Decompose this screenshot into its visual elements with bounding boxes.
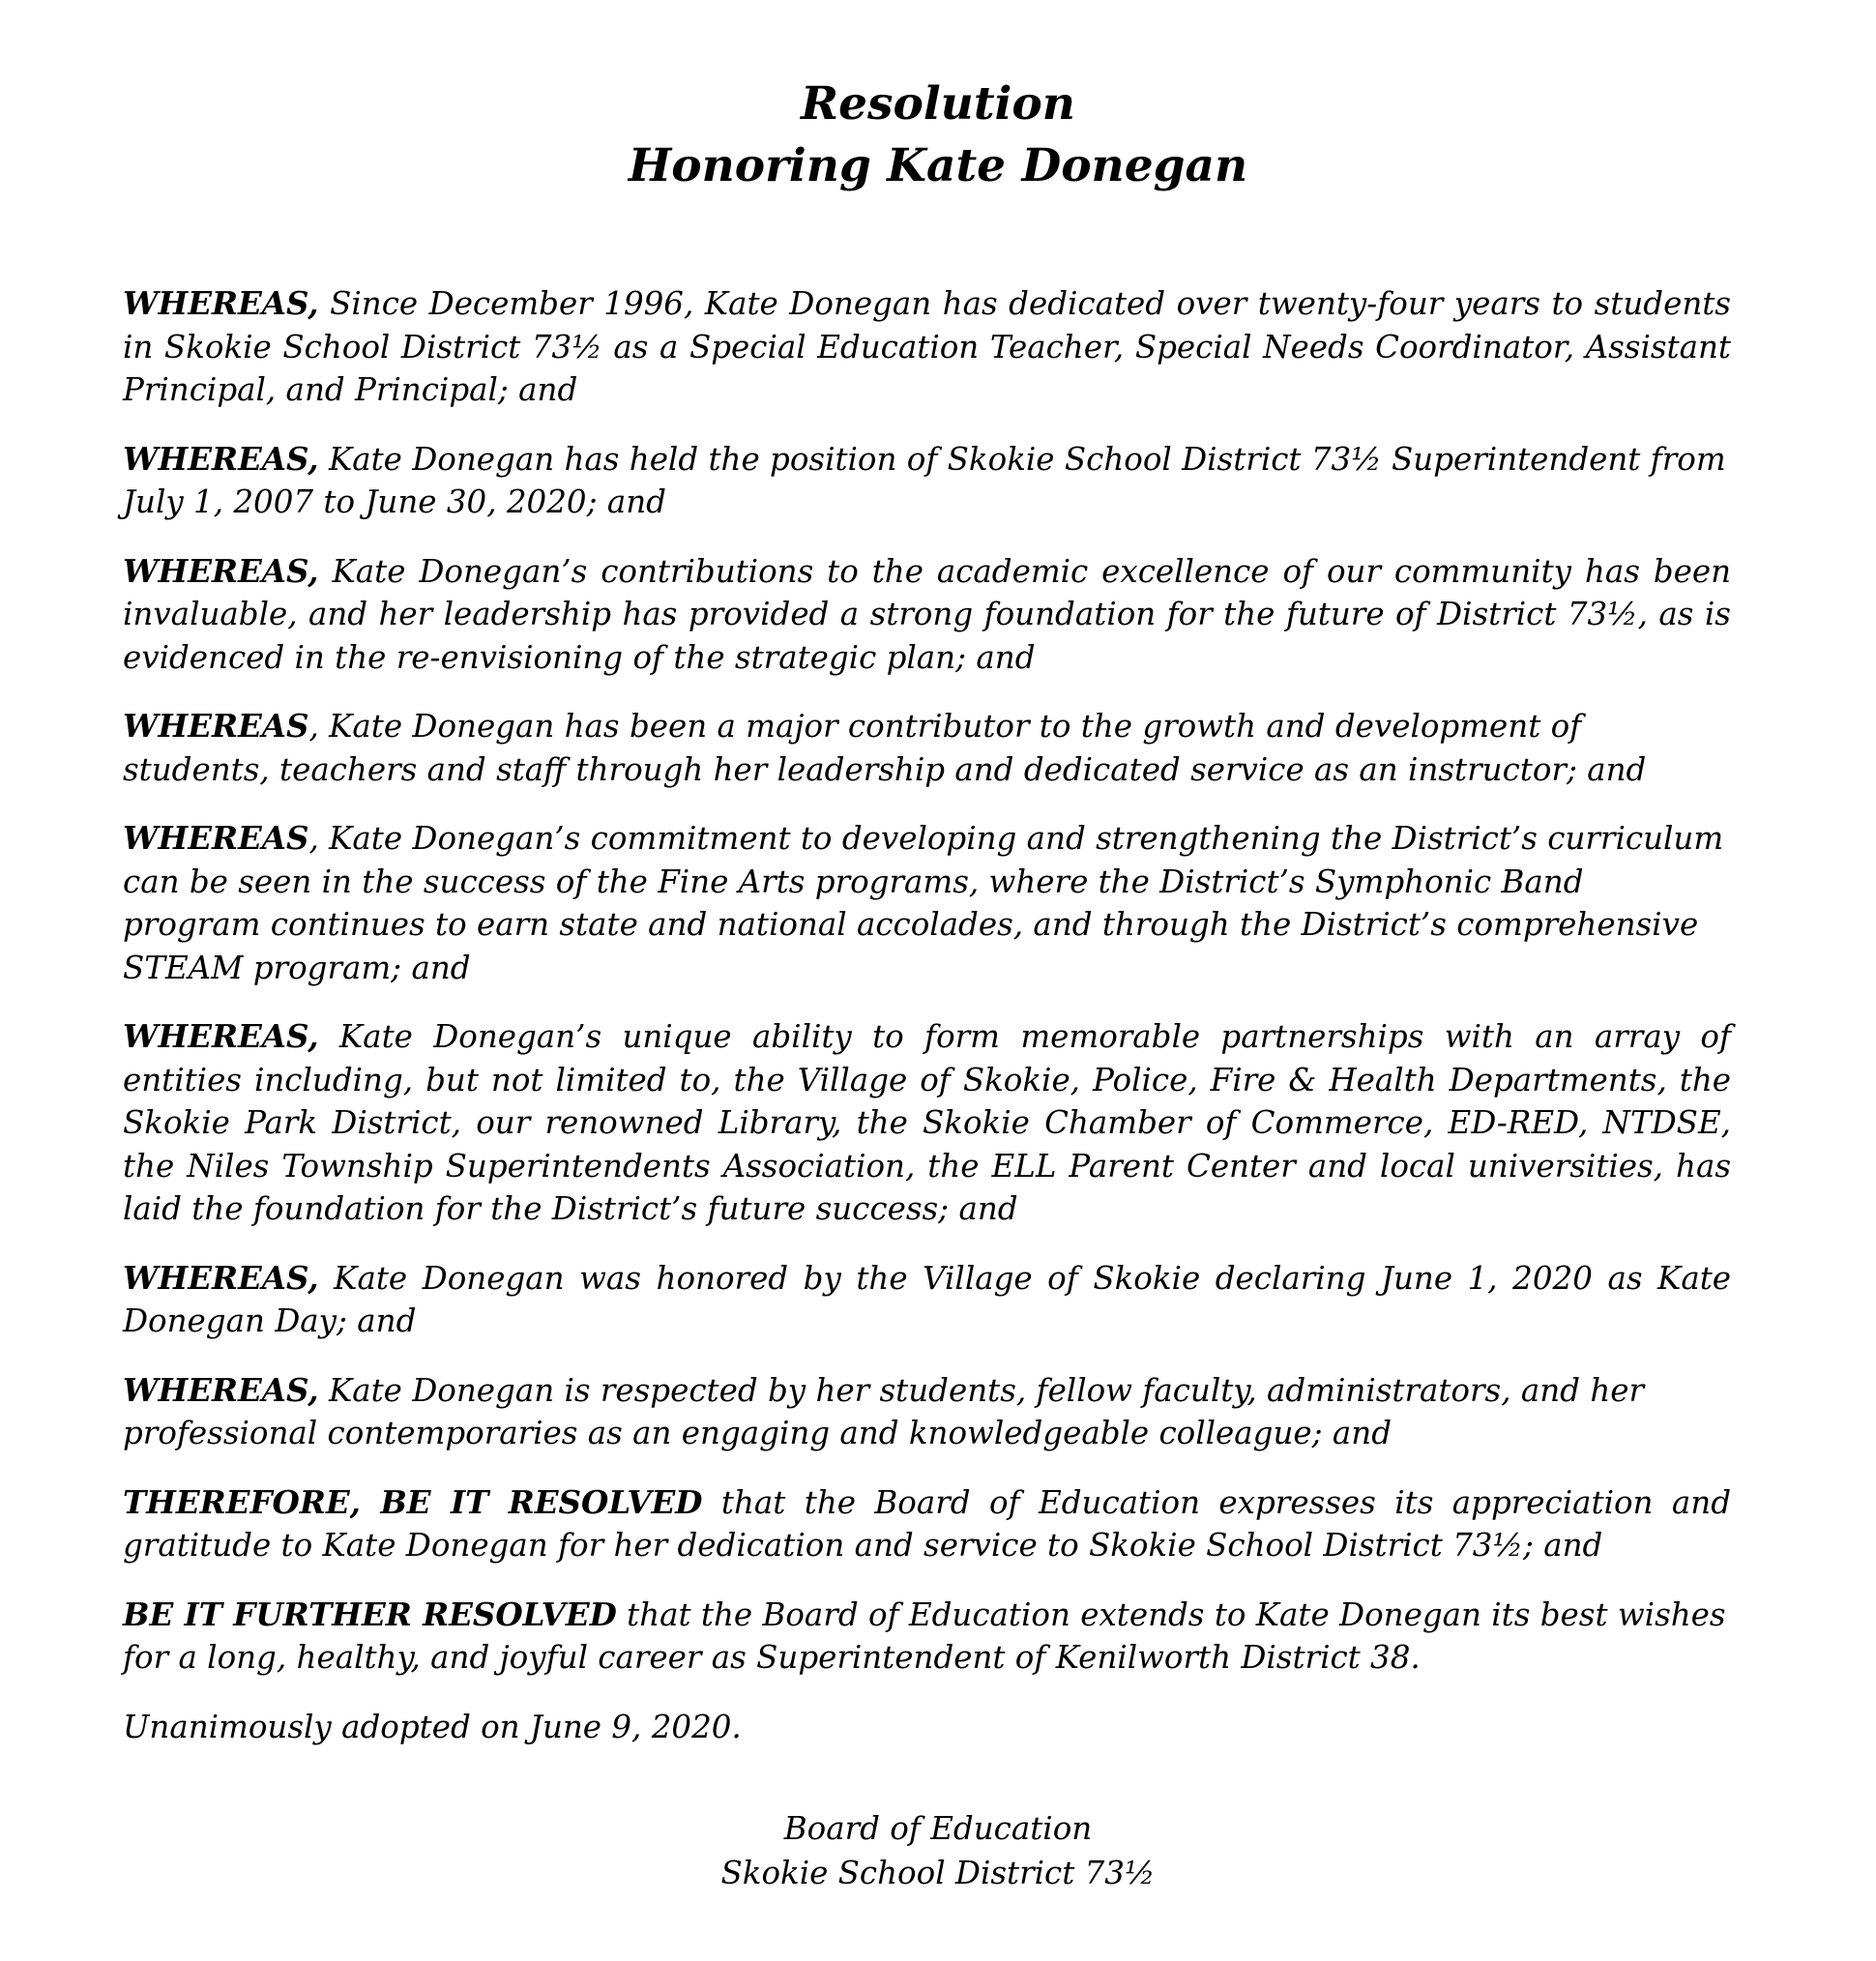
paragraph-text: Kate Donegan’s unique ability to form memorable partnerships with an array of entities including, but not limited to, the Village of Skokie, Police, Fire & Health Departments, the Skokie Park District, our renowned Library, the Skokie Chamber of Commerce, ED-RED, NTDSE, the Niles Township Superintendents Association, the ELL Parent Center and local universities, has laid the foundation for the District’s future success; and <box>123 1018 1731 1227</box>
resolution-body <box>123 282 1731 1774</box>
paragraph-text: , Kate Donegan’s commitment to developing and strengthening the District’s curriculum can be seen in the success of the Fine Arts programs, where the District’s Symphonic Band program continues to earn state and national accolades, and through the District’s comprehensive STEAM program; and <box>123 820 1724 986</box>
paragraph-text: that the Board of Education extends to Kate Donegan its best wishes for a long, healthy, and joyful career as Superintendent of Kenilworth District 38. <box>123 1595 1726 1676</box>
paragraph-lead: WHEREAS, <box>123 284 319 322</box>
paragraph-text: , Kate Donegan has been a major contributor to the growth and development of students, teachers and staff through her leadership and dedicated service as an instructor; and <box>123 708 1647 788</box>
whereas-paragraph-2 <box>123 438 1731 524</box>
document-title: Resolution <box>801 77 1075 131</box>
whereas-paragraph-8 <box>123 1369 1731 1455</box>
paragraph-text: Kate Donegan’s contributions to the academic excellence of our community has been invaluable, and her leadership has provided a strong foundation for the future of District 73½, as is evidenced in the re-envisioning of the strategic plan; and <box>123 552 1731 676</box>
whereas-paragraph-4 <box>123 705 1731 791</box>
adoption-statement: Unanimously adopted on June 9, 2020. <box>123 1708 742 1745</box>
paragraph-lead: THEREFORE, BE IT RESOLVED <box>123 1482 703 1521</box>
paragraph-text: Kate Donegan has held the position of Skokie School District 73½ Superintendent from July 1, 2007 to June 30, 2020; and <box>123 440 1726 520</box>
paragraph-lead: BE IT FURTHER RESOLVED <box>123 1595 617 1633</box>
paragraph-text: Since December 1996, Kate Donegan has dedicated over twenty-four years to students in Skokie School District 73½ as a Special Education Teacher, Special Needs Coordinator, Assistant Principal, and Principal; and <box>123 285 1731 408</box>
whereas-paragraph-1 <box>123 282 1731 412</box>
paragraph-lead: WHEREAS <box>123 707 309 745</box>
whereas-paragraph-3 <box>123 550 1731 680</box>
document-subtitle: Honoring Kate Donegan <box>628 139 1248 192</box>
paragraph-lead: WHEREAS, <box>123 1258 319 1297</box>
signature-board: Board of Education <box>783 1810 1093 1847</box>
whereas-paragraph-7 <box>123 1257 1731 1343</box>
paragraph-lead: WHEREAS, <box>123 1370 319 1409</box>
paragraph-lead: WHEREAS, <box>123 551 319 590</box>
paragraph-lead: WHEREAS <box>123 819 309 857</box>
paragraph-text: Kate Donegan is respected by her students, fellow faculty, administrators, and her professional contemporaries as an engaging and knowledgeable colleague; and <box>123 1371 1645 1451</box>
resolved-paragraph <box>123 1481 1731 1567</box>
whereas-paragraph-6 <box>123 1015 1731 1231</box>
paragraph-text: that the Board of Education expresses its appreciation and gratitude to Kate Donegan for her dedication and service to Skokie School District 73½; and <box>123 1483 1731 1564</box>
whereas-paragraph-5 <box>123 817 1731 989</box>
paragraph-lead: WHEREAS, <box>123 439 319 478</box>
paragraph-lead: WHEREAS, <box>123 1017 319 1055</box>
signature-district: Skokie School District 73½ <box>720 1855 1156 1891</box>
paragraph-text: Kate Donegan was honored by the Village of Skokie declaring June 1, 2020 as Kate Donegan Day; and <box>123 1259 1731 1339</box>
further-resolved-paragraph <box>123 1594 1731 1680</box>
